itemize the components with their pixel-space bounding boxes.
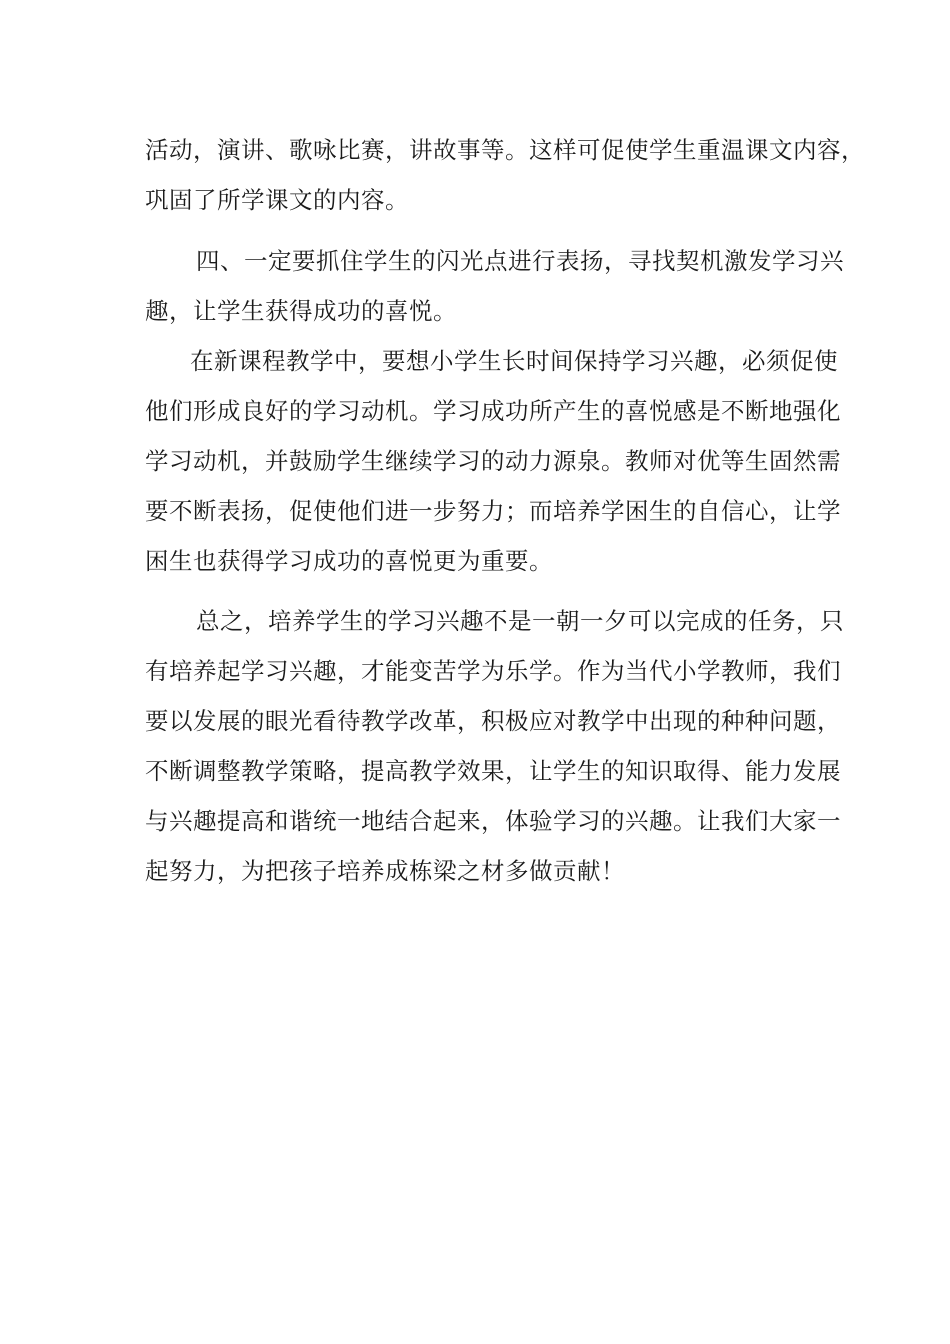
paragraph-line: 要以发展的眼光看待教学改革，积极应对教学中出现的种种问题，	[145, 707, 841, 735]
paragraph-line: 有培养起学习兴趣，才能变苦学为乐学。作为当代小学教师，我们	[145, 657, 841, 685]
paragraph-line: 要不断表扬，促使他们进一步努力；而培养学困生的自信心，让学	[145, 497, 841, 525]
heading-line: 趣，让学生获得成功的喜悦。	[145, 297, 457, 325]
paragraph-line: 活动，演讲、歌咏比赛，讲故事等。这样可促使学生重温课文内容，	[145, 136, 865, 164]
paragraph-line: 他们形成良好的学习动机。学习成功所产生的喜悦感是不断地强化	[145, 397, 841, 425]
heading-line: 四、一定要抓住学生的闪光点进行表扬，寻找契机激发学习兴	[196, 247, 844, 275]
paragraph-line: 在新课程教学中，要想小学生长时间保持学习兴趣，必须促使	[190, 347, 838, 375]
paragraph-line: 困生也获得学习成功的喜悦更为重要。	[145, 547, 553, 575]
paragraph-line: 巩固了所学课文的内容。	[145, 186, 409, 214]
paragraph-line: 总之，培养学生的学习兴趣不是一朝一夕可以完成的任务，只	[196, 607, 844, 635]
paragraph-line: 学习动机，并鼓励学生继续学习的动力源泉。教师对优等生固然需	[145, 447, 841, 475]
paragraph-line: 与兴趣提高和谐统一地结合起来，体验学习的兴趣。让我们大家一	[145, 807, 841, 835]
paragraph-line: 不断调整教学策略，提高教学效果，让学生的知识取得、能力发展	[145, 757, 841, 785]
paragraph-line: 起努力，为把孩子培养成栋梁之材多做贡献！	[145, 857, 625, 885]
